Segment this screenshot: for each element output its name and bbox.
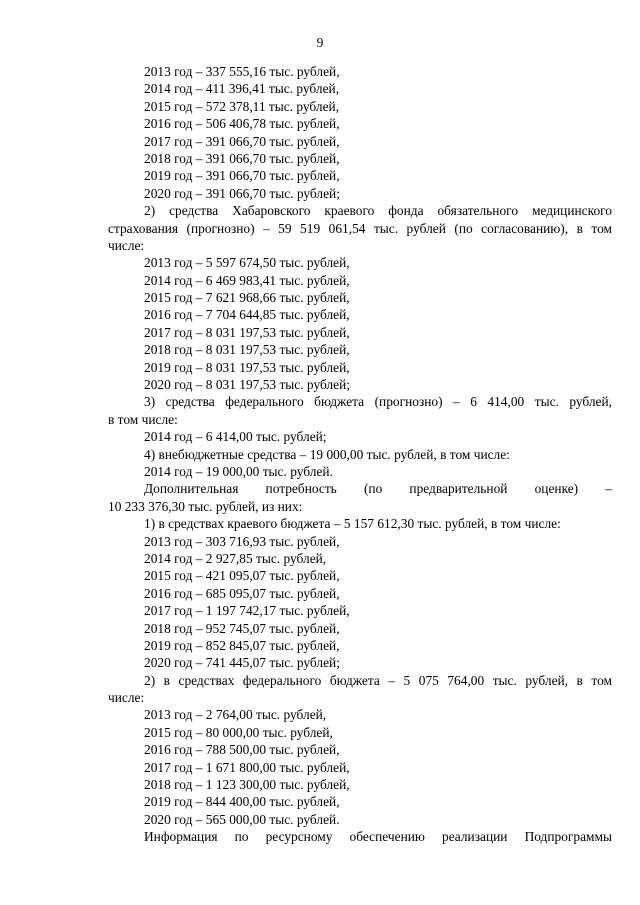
document-body bbox=[108, 63, 612, 846]
paragraph-line: числе: bbox=[108, 237, 145, 253]
paragraph-line: 10 233 376,30 тыс. рублей, из них: bbox=[108, 498, 303, 514]
list-item: 2016 год – 506 406,78 тыс. рублей, bbox=[144, 116, 340, 132]
list-item: 2018 год – 1 123 300,00 тыс. рублей, bbox=[144, 777, 350, 793]
list-item: 2019 год – 391 066,70 тыс. рублей, bbox=[144, 168, 340, 184]
list-item: 2020 год – 741 445,07 тыс. рублей; bbox=[144, 655, 340, 671]
list-item: 2014 год – 6 469 983,41 тыс. рублей, bbox=[144, 272, 350, 288]
list-item: 2019 год – 8 031 197,53 тыс. рублей, bbox=[144, 359, 350, 375]
paragraph-line: 3) средства федерального бюджета (прогнозно) – 6 414,00 тыс. рублей, bbox=[144, 394, 612, 410]
paragraph-line: в том числе: bbox=[108, 411, 178, 427]
paragraph-line: 1) в средствах краевого бюджета – 5 157 612,30 тыс. рублей, в том числе: bbox=[144, 516, 561, 532]
list-item: 2018 год – 952 745,07 тыс. рублей, bbox=[144, 620, 340, 636]
list-item: 2013 год – 5 597 674,50 тыс. рублей, bbox=[144, 255, 350, 271]
list-item: 2018 год – 8 031 197,53 тыс. рублей, bbox=[144, 342, 350, 358]
list-item: 2014 год – 411 396,41 тыс. рублей, bbox=[144, 81, 340, 97]
paragraph-line: Дополнительная потребность (по предварительной оценке) – bbox=[144, 481, 612, 497]
paragraph-line: 2) в средствах федерального бюджета – 5 075 764,00 тыс. рублей, в том bbox=[144, 672, 612, 688]
list-item: 2020 год – 8 031 197,53 тыс. рублей; bbox=[144, 377, 350, 393]
list-item: 2015 год – 421 095,07 тыс. рублей, bbox=[144, 568, 340, 584]
list-item: 2017 год – 8 031 197,53 тыс. рублей, bbox=[144, 324, 350, 340]
list-item: 2019 год – 844 400,00 тыс. рублей, bbox=[144, 794, 340, 810]
paragraph-line: Информация по ресурсному обеспечению реализации Подпрограммы bbox=[144, 829, 612, 845]
paragraph-line: числе: bbox=[108, 690, 145, 706]
list-item: 2013 год – 2 764,00 тыс. рублей, bbox=[144, 707, 327, 723]
list-item: 2013 год – 337 555,16 тыс. рублей, bbox=[144, 64, 340, 79]
list-item: 2020 год – 391 066,70 тыс. рублей; bbox=[144, 185, 340, 201]
paragraph-line: страхования (прогнозно) – 59 519 061,54 тыс. рублей (по согласованию), в том bbox=[108, 220, 612, 236]
paragraph-line: 4) внебюджетные средства – 19 000,00 тыс. рублей, в том числе: bbox=[144, 446, 510, 462]
list-item: 2018 год – 391 066,70 тыс. рублей, bbox=[144, 150, 340, 166]
list-item: 2014 год – 2 927,85 тыс. рублей, bbox=[144, 550, 327, 566]
list-item: 2016 год – 788 500,00 тыс. рублей, bbox=[144, 742, 340, 758]
list-item: 2019 год – 852 845,07 тыс. рублей, bbox=[144, 637, 340, 653]
list-item: 2015 год – 572 378,11 тыс. рублей, bbox=[144, 98, 340, 114]
list-item: 2017 год – 1 197 742,17 тыс. рублей, bbox=[144, 603, 350, 619]
list-item: 2017 год – 391 066,70 тыс. рублей, bbox=[144, 133, 340, 149]
list-item: 2013 год – 303 716,93 тыс. рублей, bbox=[144, 533, 340, 549]
list-item: 2017 год – 1 671 800,00 тыс. рублей, bbox=[144, 759, 350, 775]
list-item: 2014 год – 6 414,00 тыс. рублей; bbox=[144, 429, 327, 445]
list-item: 2015 год – 80 000,00 тыс. рублей, bbox=[144, 724, 333, 740]
list-item: 2020 год – 565 000,00 тыс. рублей. bbox=[144, 811, 340, 827]
list-item: 2014 год – 19 000,00 тыс. рублей. bbox=[144, 463, 333, 479]
page-number: 9 bbox=[316, 35, 324, 50]
list-item: 2016 год – 685 095,07 тыс. рублей, bbox=[144, 585, 340, 601]
list-item: 2015 год – 7 621 968,66 тыс. рублей, bbox=[144, 290, 350, 306]
paragraph-line: 2) средства Хабаровского краевого фонда обязательного медицинского bbox=[144, 203, 612, 219]
list-item: 2016 год – 7 704 644,85 тыс. рублей, bbox=[144, 307, 350, 323]
